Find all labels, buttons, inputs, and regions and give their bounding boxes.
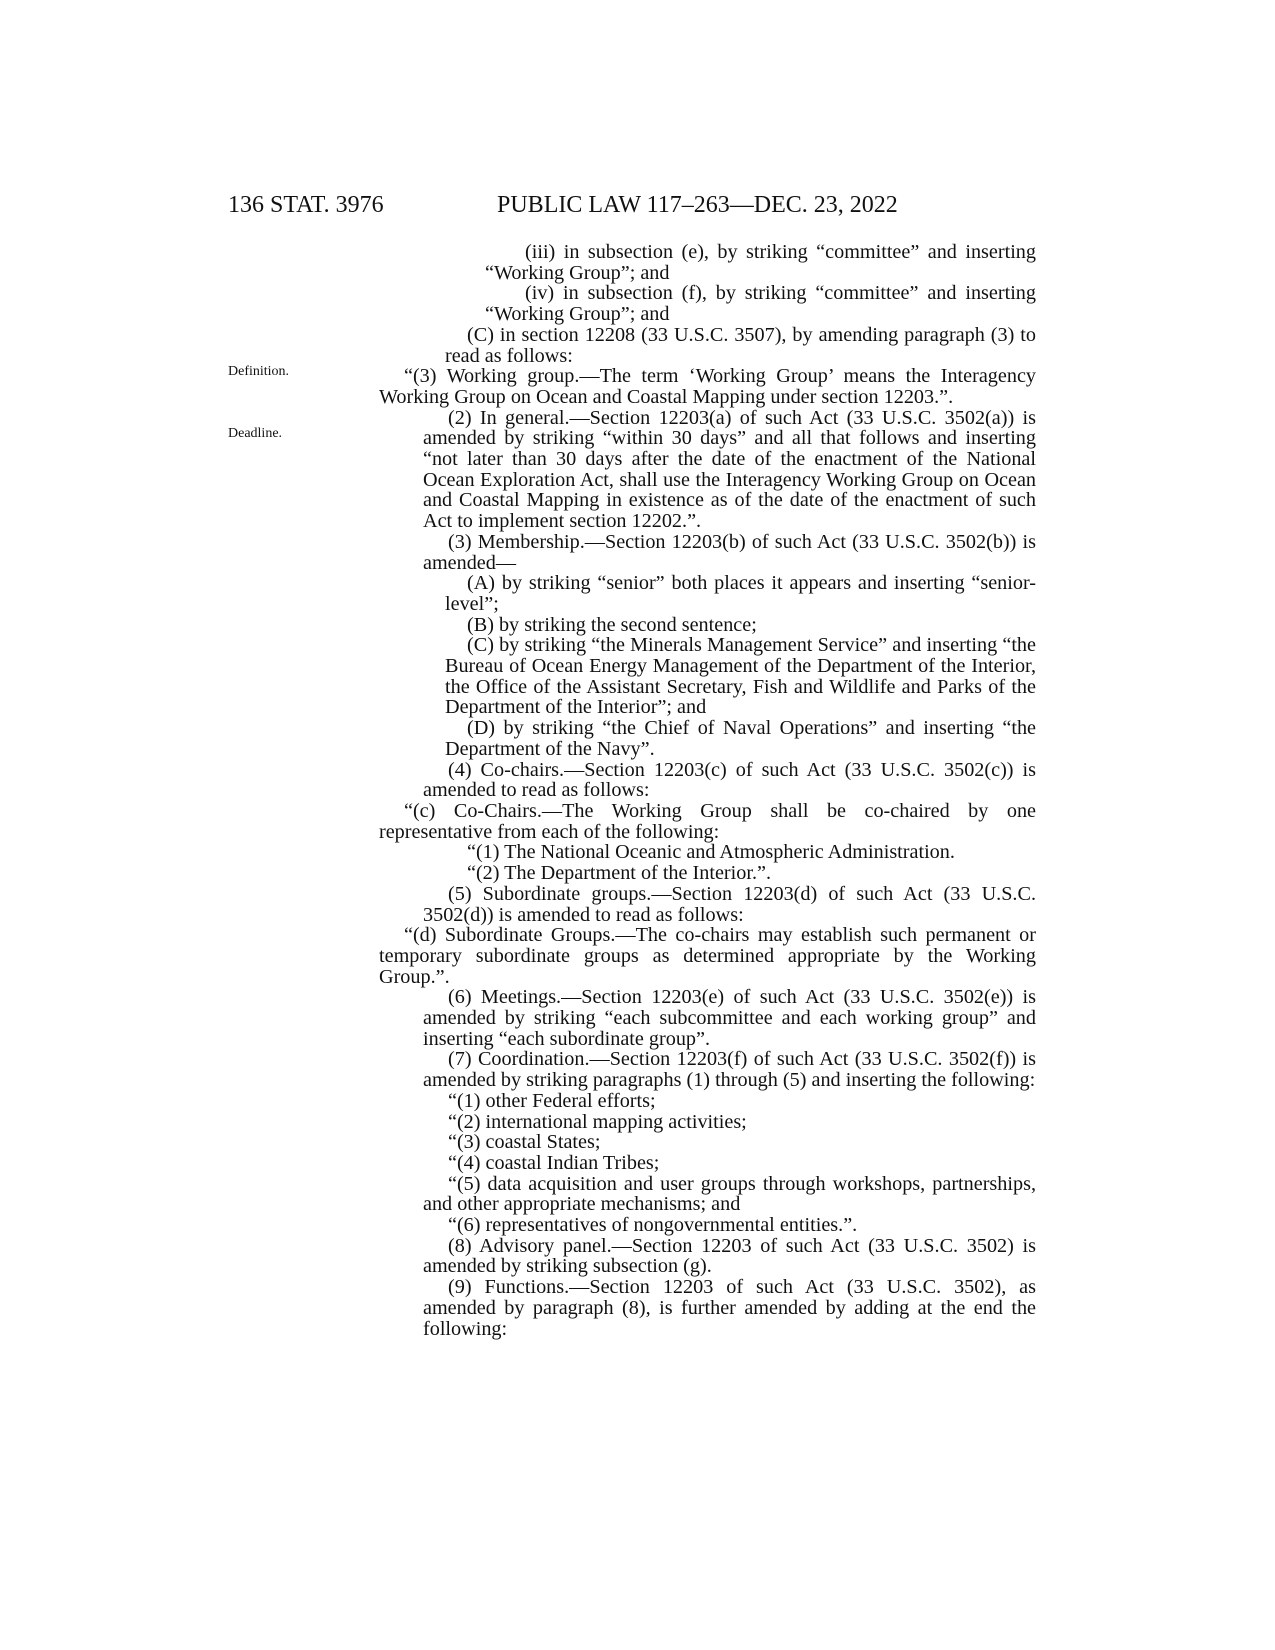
list-item: “(6) representatives of nongovernmental entities.”. (448, 1214, 858, 1237)
margin-note-deadline: Deadline. (228, 426, 283, 441)
paragraph: (6) Meetings.—Section 12203(e) of such Act (33 U.S.C. 3502(e)) is amended by striking “each subcommittee and each working group” and inserting “each subordinate group”. (423, 986, 1036, 1050)
paragraph: (4) Co-chairs.—Section 12203(c) of such Act (33 U.S.C. 3502(c)) is amended to read as follows: (423, 758, 1036, 802)
list-item: “(4) coastal Indian Tribes; (448, 1151, 660, 1174)
paragraph: (C) by striking “the Minerals Management Service” and inserting “the Bureau of Ocean Energy Management of the Department of the Interior, the Office of the Assistant Secretary, Fish and Wildlife and Parks of the Department of the Interior”; and (445, 634, 1036, 719)
list-item: “(1) other Federal efforts; (448, 1089, 656, 1112)
list-item: “(2) international mapping activities; (448, 1110, 747, 1133)
paragraph: “(2) The Department of the Interior.”. (467, 862, 771, 885)
paragraph: (iv) in subsection (f), by striking “committee” and inserting “Working Group”; and (485, 282, 1036, 326)
paragraph: (B) by striking the second sentence; (467, 613, 757, 636)
paragraph: (5) Subordinate groups.—Section 12203(d) of such Act (33 U.S.C. 3502(d)) is amended to read as follows: (423, 882, 1036, 926)
quoted-subsection: “(c) Co-Chairs.—The Working Group shall be co-chaired by one representative from each of the following: (379, 799, 1036, 843)
paragraph: (9) Functions.—Section 12203 of such Act (33 U.S.C. 3502), as amended by paragraph (8), is further amended by adding at the end the following: (423, 1276, 1036, 1340)
paragraph: “(1) The National Oceanic and Atmospheric Administration. (467, 841, 955, 864)
public-law-header: PUBLIC LAW 117–263—DEC. 23, 2022 (497, 192, 898, 218)
page-citation: 136 STAT. 3976 (228, 192, 384, 218)
margin-note-definition: Definition. (228, 364, 290, 379)
paragraph: (3) Membership.—Section 12203(b) of such Act (33 U.S.C. 3502(b)) is amended— (423, 530, 1036, 574)
quoted-subsection: “(d) Subordinate Groups.—The co-chairs may establish such permanent or temporary subordinate groups as determined appropriate by the Working Group.”. (379, 924, 1036, 988)
definition-paragraph: “(3) Working group.—The term ‘Working Group’ means the Interagency Working Group on Ocean and Coastal Mapping under section 12203.”. (379, 365, 1036, 408)
list-item: “(3) coastal States; (448, 1131, 601, 1154)
paragraph: (C) in section 12208 (33 U.S.C. 3507), by amending paragraph (3) to read as follows: (445, 323, 1036, 367)
list-item: “(5) data acquisition and user groups through workshops, partnerships, and other appropriate mechanisms; and (423, 1172, 1036, 1216)
paragraph: (A) by striking “senior” both places it appears and inserting “senior-level”; (445, 572, 1036, 615)
paragraph: (8) Advisory panel.—Section 12203 of such Act (33 U.S.C. 3502) is amended by striking subsection (g). (423, 1234, 1036, 1278)
paragraph: (iii) in subsection (e), by striking “committee” and inserting “Working Group”; and (485, 241, 1036, 284)
paragraph: (7) Coordination.—Section 12203(f) of such Act (33 U.S.C. 3502(f)) is amended by striking paragraphs (1) through (5) and inserting the following: (423, 1048, 1036, 1092)
paragraph: (2) In general.—Section 12203(a) of such Act (33 U.S.C. 3502(a)) is amended by striking “within 30 days” and all that follows and inserting “not later than 30 days after the date of the enactment of the National Ocean Exploration Act, shall use the Interagency Working Group on Ocean and Coastal Mapping in existence as of the date of the enactment of such Act to implement section 12202.”. (423, 406, 1036, 533)
statute-text (379, 242, 1036, 1339)
paragraph: (D) by striking “the Chief of Naval Operations” and inserting “the Department of the Navy”. (445, 717, 1036, 760)
